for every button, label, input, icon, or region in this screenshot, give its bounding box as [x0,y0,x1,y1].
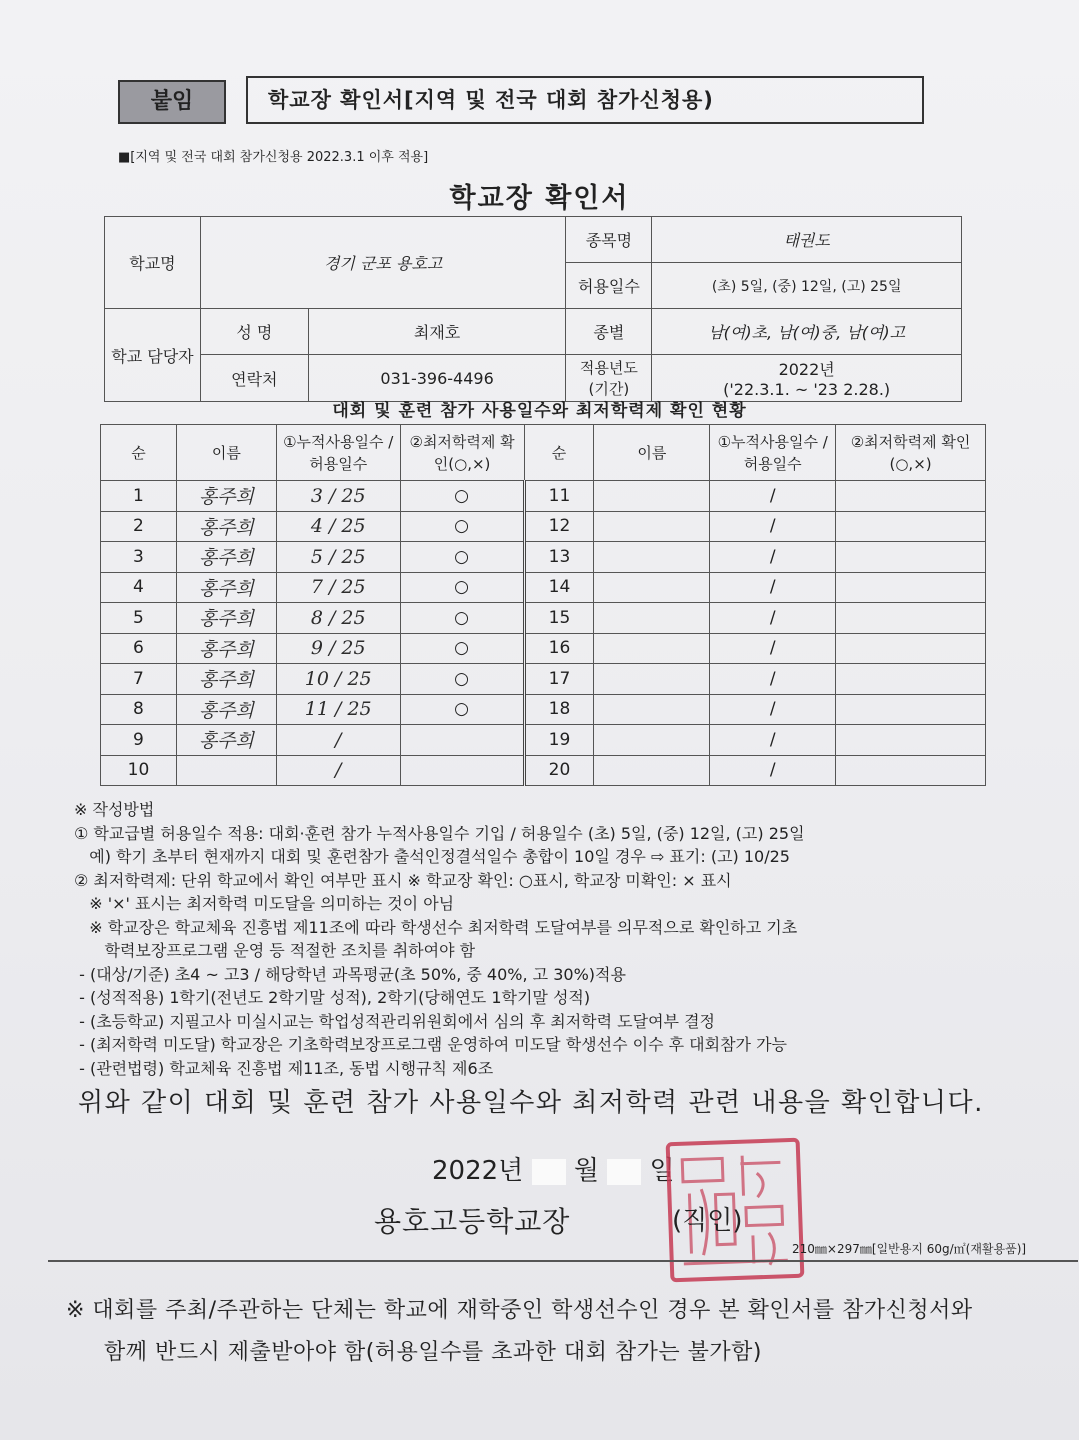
student-name: 홍주희 [176,511,276,542]
student-name: 홍주희 [176,481,276,512]
writing-instructions [74,798,1054,1080]
year-cell [652,355,962,402]
student-name: 홍주희 [176,694,276,725]
check-mark [400,725,524,756]
instruction-line: ① 학교급별 허용일수 적용: 대회·훈련 참가 누적사용일수 기입 / 허용일수 (초) 5일, (중) 12일, (고) 25일 [74,823,805,843]
student-name: 홍주희 [176,633,276,664]
student-name [594,755,710,786]
participation-table [100,424,986,786]
school-value: 경기 군포 용호고 [200,217,566,309]
divider [48,1260,1078,1262]
row-number: 19 [524,725,594,756]
date-day: 일 [649,1156,675,1186]
days-used: 5 / 25 [276,542,400,573]
days-used: / [710,694,836,725]
seal-label: (직인) [672,1206,743,1236]
row-number: 10 [101,755,177,786]
row-number: 5 [101,603,177,634]
allowed-days-value: (초) 5일, (중) 12일, (고) 25일 [652,263,962,309]
days-used: 3 / 25 [276,481,400,512]
check-mark [836,694,986,725]
row-number: 3 [101,542,177,573]
staff-label: 학교 담당자 [105,309,201,402]
check-mark: ○ [400,694,524,725]
days-used: / [710,725,836,756]
student-name: 홍주희 [176,725,276,756]
instruction-line: 예) 학기 초부터 현재까지 대회 및 훈련참가 출석인정결석일수 총합이 10일 경우 ⇨ 표기: (고) 10/25 [74,847,790,866]
table-row [101,572,986,603]
gender-value: 남(여)초, 남(여)중, 남(여)고 [652,309,962,355]
attachment-tag: 붙임 [118,80,226,124]
table-row [101,725,986,756]
check-mark: ○ [400,664,524,695]
row-number: 20 [524,755,594,786]
row-number: 16 [524,633,594,664]
table-row [101,664,986,695]
check-mark: ○ [400,572,524,603]
row-number: 4 [101,572,177,603]
days-used: / [710,664,836,695]
student-name [594,481,710,512]
row-number: 8 [101,694,177,725]
check-mark [836,664,986,695]
header-days: ①누적사용일수 /허용일수 [276,425,400,481]
check-mark [400,755,524,786]
instruction-line: ※ '×' 표시는 최저학력 미도달을 의미하는 것이 아님 [74,894,455,913]
check-mark [836,603,986,634]
row-number: 11 [524,481,594,512]
header-check: ②최저학력제 확인(○,×) [400,425,524,481]
table-row [101,542,986,573]
student-name [594,603,710,634]
check-mark [836,481,986,512]
submission-note-line-1: ※ 대회를 주최/주관하는 단체는 학교에 재학중인 학생선수인 경우 본 확인서를 참가신청서와 [66,1298,973,1323]
document-box-title: 학교장 확인서[지역 및 전국 대회 참가신청용) [246,76,924,124]
contact-label: 연락처 [200,355,308,402]
days-used: / [710,542,836,573]
student-name [594,542,710,573]
days-used: / [710,511,836,542]
table-row [101,694,986,725]
check-mark [836,542,986,573]
name-label: 성 명 [200,309,308,355]
row-number: 14 [524,572,594,603]
row-number: 1 [101,481,177,512]
student-name [594,511,710,542]
header-name: 이름 [176,425,276,481]
date-month: 월 [573,1156,599,1186]
paper-spec: 210㎜×297㎜[일반용지 60g/㎡(재활용품)] [792,1242,1027,1256]
days-used: 10 / 25 [276,664,400,695]
table-row [101,755,986,786]
name-value: 최재호 [308,309,566,355]
check-mark: ○ [400,542,524,573]
days-used: 4 / 25 [276,511,400,542]
allowed-days-label: 허용일수 [566,263,652,309]
page-title: 학교장 확인서 [449,183,630,214]
list-title: 대회 및 훈련 참가 사용일수와 최저학력제 확인 현황 [332,401,747,421]
school-label: 학교명 [105,217,201,309]
student-name [176,755,276,786]
check-mark: ○ [400,481,524,512]
period-value: ('22.3.1. ~ '23 2.28.) [723,380,891,399]
student-name: 홍주희 [176,542,276,573]
instruction-line: - (대상/기준) 초4 ~ 고3 / 해당학년 과목평균(초 50%, 중 40%, 고 30%)적용 [74,964,626,984]
days-used: / [710,572,836,603]
header-no: 순 [524,425,594,481]
principal-signature: 용호고등학교장 [374,1205,571,1238]
instruction-line: ※ 학교장은 학교체육 진흥법 제11조에 따라 학생선수 최저학력 도달여부를 의무적으로 확인하고 기초 [74,917,798,937]
submission-note [66,1290,1056,1374]
student-name [594,633,710,664]
row-number: 7 [101,664,177,695]
year-value: 2022년 [778,360,835,379]
instruction-line: - (성적적용) 1학기(전년도 2학기말 성적), 2학기(당해연도 1학기말 성적) [74,988,591,1007]
instruction-line: ② 최저학력제: 단위 학교에서 확인 여부만 표시 ※ 학교장 확인: ○표시, 학교장 미확인: × 표시 [74,870,732,890]
row-number: 12 [524,511,594,542]
applicability-note: ■[지역 및 전국 대회 참가신청용 2022.3.1 이후 적용] [118,150,429,165]
check-mark: ○ [400,633,524,664]
student-name [594,664,710,695]
student-name [594,694,710,725]
row-number: 13 [524,542,594,573]
row-number: 6 [101,633,177,664]
table-row [101,511,986,542]
check-mark [836,511,986,542]
submission-note-line-2: 함께 반드시 제출받아야 함(허용일수를 초과한 대회 참가는 불가함) [104,1340,762,1365]
days-used: / [276,725,400,756]
student-name: 홍주희 [176,664,276,695]
instruction-line: 학력보장프로그램 운영 등 적절한 조치를 취하여야 함 [74,941,476,960]
days-used: / [710,481,836,512]
days-used: 7 / 25 [276,572,400,603]
confirmation-statement: 위와 같이 대회 및 훈련 참가 사용일수와 최저학력 관련 내용을 확인합니다. [78,1088,984,1118]
sport-value: 태권도 [652,217,962,263]
school-info-table [104,216,962,402]
signature-date [432,1150,675,1187]
student-name [594,725,710,756]
instruction-line: ※ 작성방법 [74,800,155,819]
table-row [101,481,986,512]
days-used: 11 / 25 [276,694,400,725]
row-number: 2 [101,511,177,542]
header-no: 순 [101,425,177,481]
days-used: / [710,755,836,786]
date-year: 2022년 [432,1156,524,1186]
check-mark [836,572,986,603]
row-number: 9 [101,725,177,756]
days-used: 9 / 25 [276,633,400,664]
header-check: ②최저학력제 확인(○,×) [836,425,986,481]
row-number: 15 [524,603,594,634]
check-mark [836,633,986,664]
contact-value: 031-396-4496 [308,355,566,402]
check-mark: ○ [400,603,524,634]
redacted-day [607,1159,641,1185]
instruction-line: - (최저학력 미도달) 학교장은 기초학력보장프로그램 운영하여 미도달 학생선수 이수 후 대회참가 가능 [74,1035,787,1054]
row-number: 17 [524,664,594,695]
sport-label: 종목명 [566,217,652,263]
instruction-line: - (초등학교) 지필고사 미실시교는 학업성적관리위원회에서 심의 후 최저학력 도달여부 결정 [74,1011,715,1031]
student-name [594,572,710,603]
check-mark: ○ [400,511,524,542]
check-mark [836,725,986,756]
header-days: ①누적사용일수 /허용일수 [710,425,836,481]
gender-label: 종별 [566,309,652,355]
student-name: 홍주희 [176,603,276,634]
year-label: 적용년도 (기간) [566,355,652,402]
student-name: 홍주희 [176,572,276,603]
days-used: / [710,603,836,634]
row-number: 18 [524,694,594,725]
header-name: 이름 [594,425,710,481]
days-used: / [710,633,836,664]
table-row [101,603,986,634]
instruction-line: - (관련법령) 학교체육 진흥법 제11조, 동법 시행규칙 제6조 [74,1058,494,1078]
days-used: 8 / 25 [276,603,400,634]
days-used: / [276,755,400,786]
table-row [101,633,986,664]
check-mark [836,755,986,786]
redacted-month [532,1159,566,1185]
